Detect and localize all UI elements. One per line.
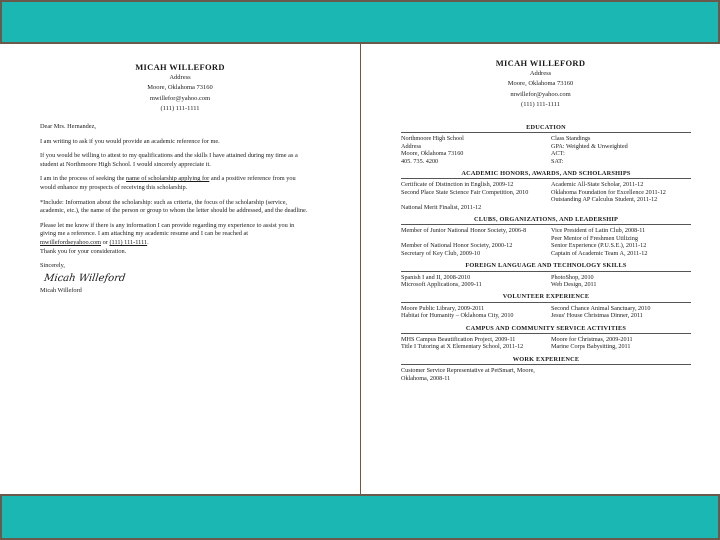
letter-p5-mid: or [101, 238, 110, 246]
resume-entry-left: Moore, Oklahoma 73160 [401, 150, 464, 158]
resume-entry-left: Member of National Honor Society, 2000-12 [401, 242, 513, 250]
resume-phone-line: (111) 111-1111 [521, 101, 560, 108]
letter-phone-line: (111) 111-1111 [160, 105, 200, 112]
resume-entry-left: 405. 735. 4200 [401, 157, 439, 165]
resume-entry-right: Jesus' House Christmas Dinner, 2011 [551, 312, 643, 320]
letter-paragraph-2: If you would be willing to attest to my qualifications and the skills I have attained during my time as a student at Northmoore High School. I would sincerely appreciate it. [40, 152, 298, 168]
letter-thanks: Thank you for your consideration. [40, 247, 127, 255]
resume-entry-left: Moore Public Library, 2009-2011 [401, 304, 485, 312]
letter-city-line: Moore, Oklahoma 73160 [147, 84, 213, 91]
resume-entry-right: Outstanding AP Calculus Student, 2011-12 [551, 196, 658, 204]
resume-entry-left: Second Place State Science Fair Competition, 2010 [401, 188, 529, 196]
resume-entry-right [551, 204, 691, 211]
resume-entry-right: GPA: Weighted & Unweighted [551, 142, 628, 150]
resume-section-title: VOLUNTEER EXPERIENCE [502, 293, 590, 301]
letter-salutation: Dear Mrs. Hernandez, [40, 123, 96, 130]
section-rule [401, 178, 691, 179]
resume-entry-right: Marine Corps Babysitting, 2011 [551, 343, 631, 351]
letter-paragraph-4: *Include: Information about the scholarship: such as criteria, the focus of the scholarship (service, academic, etc.), the name of the person or group to whom the letter should be addressed, and the deadline. [40, 198, 308, 215]
letter-p5-start: Please let me know if there is any information I can provide regarding my experience to assist you in giving me a reference. I am attaching my academic resume and I can be reached at [40, 221, 295, 238]
resume-entry-left: Spanish I and II, 2008-2010 [401, 273, 471, 281]
resume-address-line: Address [529, 69, 552, 77]
letter-header [0, 62, 360, 115]
resume-entry-right: Moore for Christmas, 2009-2011 [551, 335, 633, 343]
letter-phone-link[interactable]: (111) 111-1111 [109, 238, 148, 246]
resume-entry-left: Secretary of Key Club, 2009-10 [401, 249, 481, 257]
resume-entry-left: Northmoore High School [401, 135, 464, 143]
resume-entry-left: National Merit Finalist, 2011-12 [401, 203, 482, 211]
letter-closing: Sincerely, [40, 262, 65, 270]
scholarship-name-placeholder: name of scholarship applying for [126, 175, 210, 183]
resume-entry-left: Microsoft Applications, 2009-11 [401, 280, 482, 288]
resume-entry-left: Address [401, 142, 422, 150]
resume-entry-left [401, 196, 551, 203]
resume-section-entries [401, 305, 691, 320]
resume-entry-right: Captain of Academic Team A, 2011-12 [551, 249, 648, 257]
resume-section-entries [401, 274, 691, 289]
letter-body [40, 123, 310, 302]
letter-paragraph-1: I am writing to ask if you would provide an academic reference for me. [40, 137, 220, 145]
resume-entry-right: Oklahoma Foundation for Excellence 2011-12 [551, 188, 666, 196]
section-rule [401, 302, 691, 303]
resume-entry-right: Second Chance Animal Sanctuary, 2010 [551, 304, 651, 312]
letter-p3-start: I am in the process of seeking the [40, 175, 127, 183]
resume-section-title: FOREIGN LANGUAGE AND TECHNOLOGY SKILLS [465, 262, 627, 270]
resume-entry-left: Title I Tutoring at X Elementary School, 2011-12 [401, 343, 524, 351]
resume-section-entries [401, 336, 691, 351]
section-rule [401, 364, 691, 365]
resume-section-title: CAMPUS AND COMMUNITY SERVICE ACTIVITIES [465, 324, 627, 332]
resume-entry-right: Class Standings [551, 135, 591, 143]
letter-address-line: Address [169, 73, 191, 81]
resume-section-title: ACADEMIC HONORS, AWARDS, AND SCHOLARSHIPS [461, 170, 631, 178]
resume-entry-left: Customer Service Representative at PetSmart, Moore, Oklahoma, 2008-11 [401, 367, 535, 382]
resume-entry-right: Web Design, 2011 [551, 280, 597, 288]
resume-section-entries [401, 367, 691, 382]
resume-section-entries [401, 181, 691, 211]
section-rule [401, 271, 691, 272]
section-rule [401, 132, 691, 133]
resume-entry-right: PhotoShop, 2010 [551, 273, 594, 281]
resume-entry-right: SAT: [551, 157, 564, 165]
resume-section-entries [401, 227, 691, 257]
resume-page [361, 44, 720, 494]
letter-paragraph-5 [40, 222, 310, 248]
resume-body [401, 119, 691, 382]
letter-signed-name: Micah Willeford [40, 287, 82, 295]
resume-entry-right: ACT: [551, 150, 565, 158]
resume-email-line: mwillefor@yahoo.com [510, 90, 571, 98]
resume-name: MICAH WILLEFORD [495, 58, 586, 68]
letter-sender-name: MICAH WILLEFORD [135, 62, 225, 72]
letter-p5-end: . [147, 238, 149, 246]
letter-paragraph-3 [40, 175, 310, 192]
resume-entry-right: Senior Experience (P.U.S.E.), 2011-12 [551, 242, 647, 250]
letter-email-line: mwillefor@yahoo.com [149, 94, 211, 102]
letter-email-link[interactable]: mwillefordseyahoo.com [40, 238, 102, 246]
resume-entry-right: Academic All-State Scholar, 2011-12 [551, 181, 644, 189]
resume-entry-left: Certificate of Distinction in English, 2009-12 [401, 181, 514, 189]
letter-p3-end: and a positive reference from you would enhance my prospects of receiving this scholarship. [40, 175, 296, 191]
resume-header [361, 58, 720, 111]
bottom-color-band [0, 494, 720, 540]
resume-entry-left: Habitat for Humanity – Oklahoma City, 2010 [401, 312, 514, 320]
section-rule [401, 224, 691, 225]
resume-section-title: EDUCATION [526, 124, 566, 131]
resume-entry-right: Vice President of Latin Club, 2008-11 [551, 227, 646, 235]
resume-section-title: CLUBS, ORGANIZATIONS, AND LEADERSHIP [473, 216, 619, 224]
resume-entry-right: Peer Mentor of Freshmen Utilizing [551, 234, 638, 242]
letter-page [0, 44, 360, 494]
resume-entry-left: Member of Junior National Honor Society, 2006-8 [401, 227, 527, 235]
section-rule [401, 333, 691, 334]
top-color-band [0, 0, 720, 44]
resume-section-entries [401, 135, 691, 165]
resume-city-line: Moore, Oklahoma 73160 [507, 80, 574, 87]
resume-section-title: WORK EXPERIENCE [512, 355, 580, 363]
handwritten-signature: Micah Willeford [43, 272, 127, 284]
resume-entry-left [401, 235, 551, 242]
resume-entry-right [551, 367, 691, 382]
resume-entry-left: MHS Campus Beautification Project, 2009-11 [401, 335, 516, 343]
